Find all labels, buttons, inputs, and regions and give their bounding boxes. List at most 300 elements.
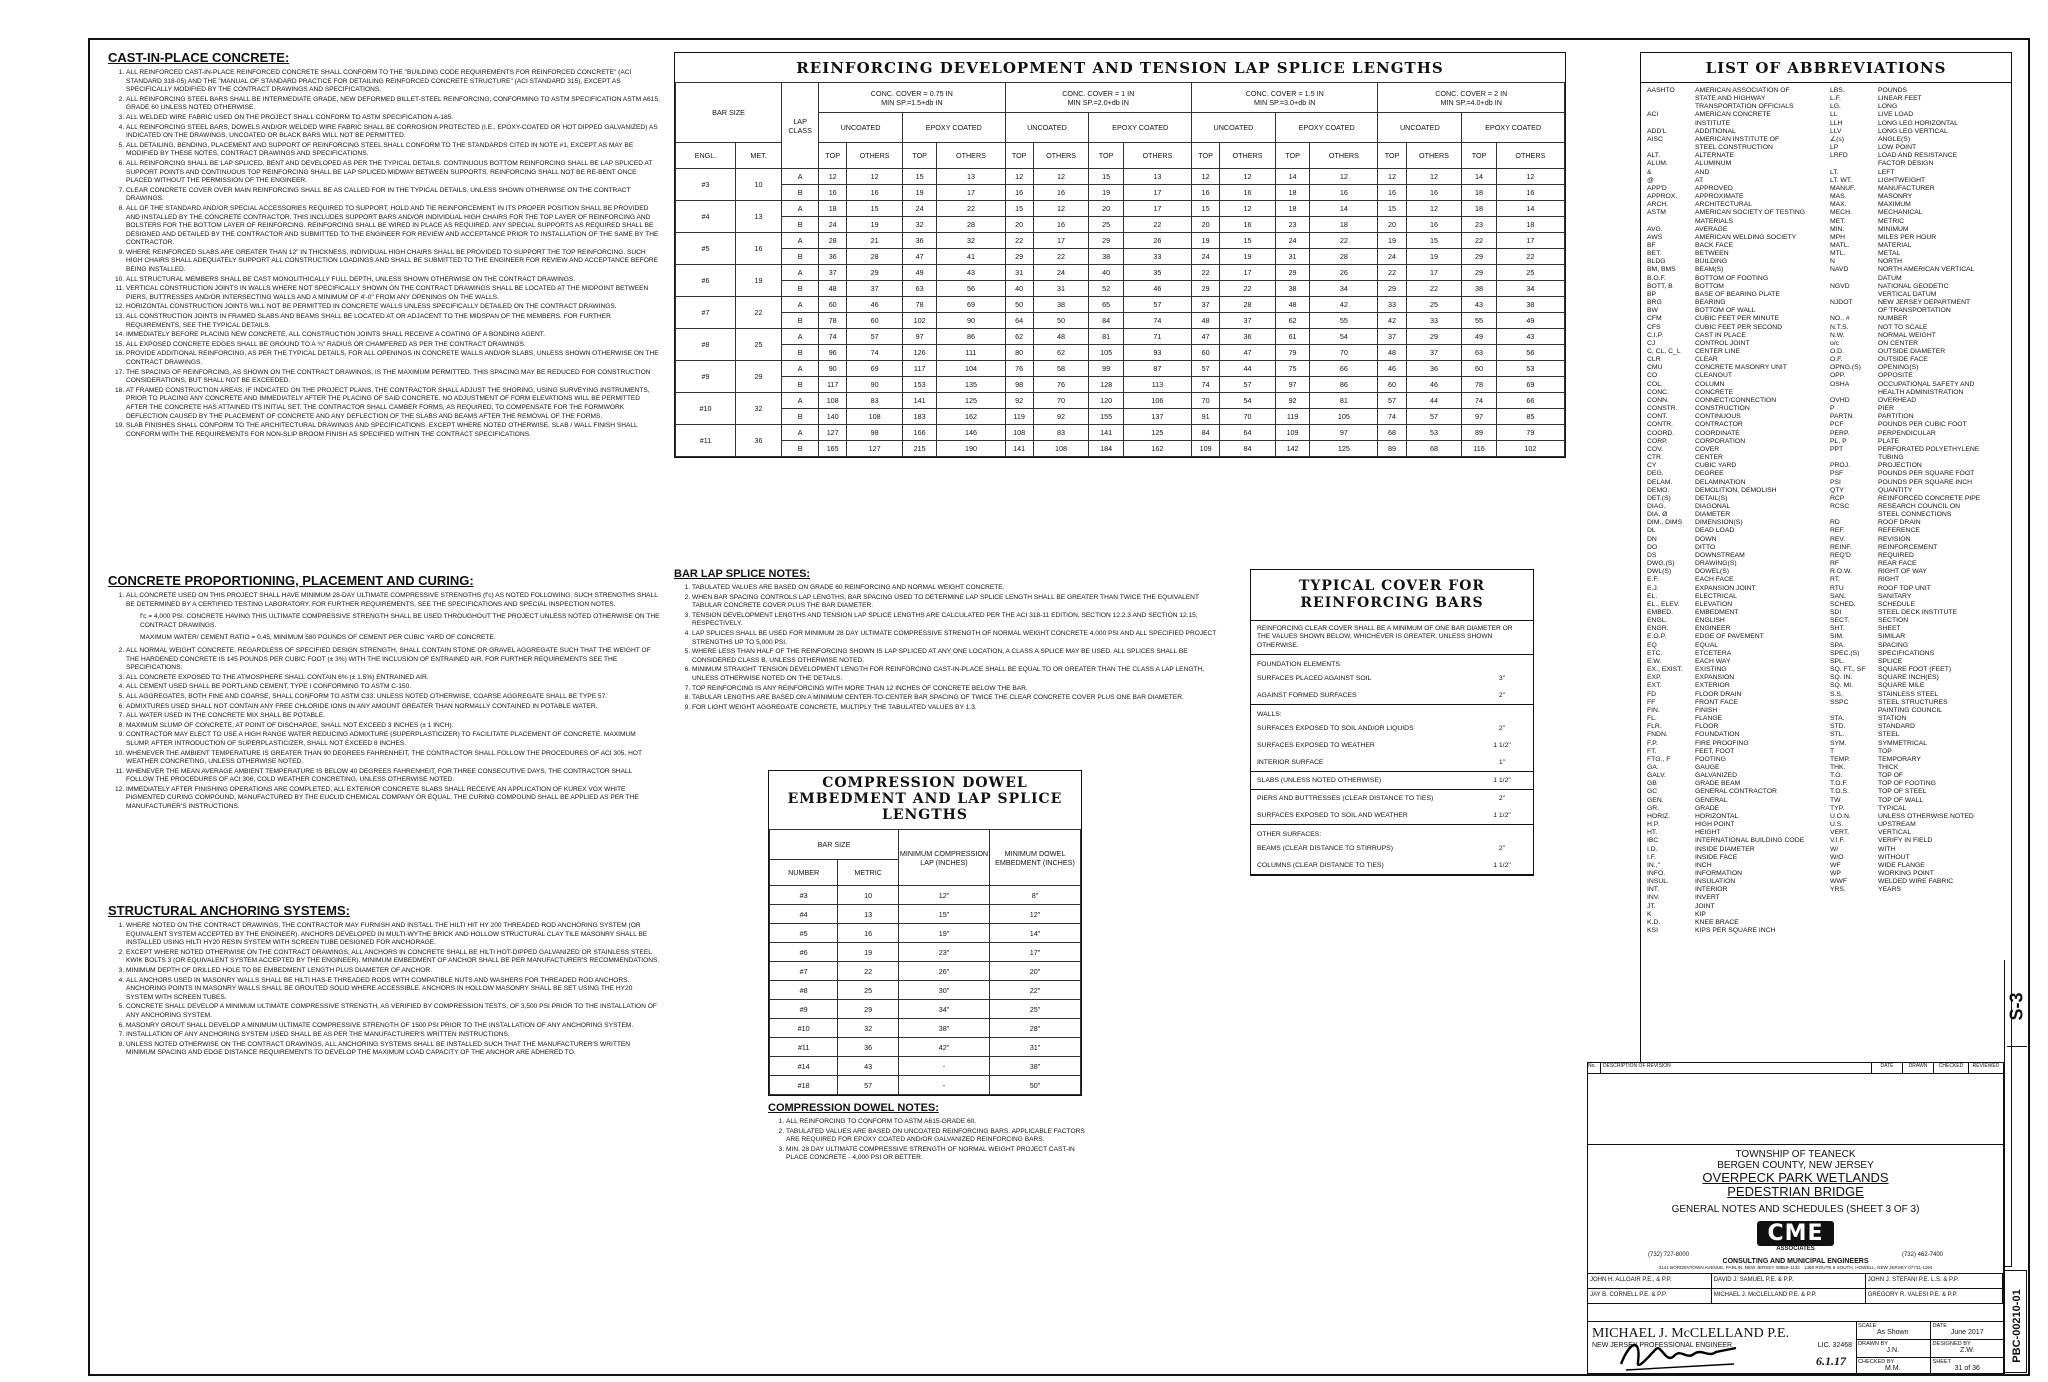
table-cell: ENGL. [676, 143, 736, 169]
table-cell: 31 [1275, 249, 1309, 265]
abbreviation-meaning: STAINLESS STEEL [1877, 690, 1939, 698]
table-cell: 15 [1005, 201, 1033, 217]
abbreviation-meaning: DEGREE [1695, 470, 1724, 478]
prop-wc-note: MAXIMUM WATER/ CEMENT RATIO = 0.45, MINIMUM 580 POUNDS OF CEMENT PER CUBIC YARD OF CONCRETE. [140, 634, 496, 642]
abbreviation-meaning: TOP OF [1877, 772, 1904, 780]
table-cell: 70 [1310, 345, 1378, 361]
table-cell: 17 [1033, 233, 1089, 249]
abbreviation-row [1647, 552, 1824, 560]
abbreviation-meaning: SHEET [1877, 625, 1901, 633]
cover-table-title: TYPICAL COVER FOR REINFORCING BARS [1251, 570, 1533, 621]
table-cell: 75 [1275, 361, 1309, 377]
table-cell: 84 [1192, 425, 1220, 441]
abbreviation-key: & [1647, 168, 1652, 176]
abbreviation-key: REV. [1829, 535, 1846, 543]
abbreviation-meaning: AMERICAN INSTITUTE OF [1695, 135, 1780, 143]
abbreviation-row [1647, 413, 1824, 421]
note-item: 1. ALL REINFORCING TO CONFORM TO ASTM A615-GRADE 60. [786, 1118, 1098, 1127]
abbreviation-meaning: NOT TO SCALE [1877, 323, 1928, 331]
table-cell: #9 [676, 361, 736, 393]
table-cell: #10 [770, 1019, 838, 1038]
table-cell: AGAINST FORMED SURFACES [1251, 687, 1471, 705]
table-cell: 14 [1275, 169, 1309, 185]
project-info [1588, 1145, 2003, 1215]
table-cell: 18 [1462, 201, 1496, 217]
table-cell: SURFACES EXPOSED TO SOIL AND WEATHER [1251, 807, 1471, 825]
abbreviation-meaning: SPACING [1877, 641, 1909, 649]
abbreviation-row [1647, 193, 1824, 201]
table-cell: 97 [1275, 377, 1309, 393]
note-item: 1. WHERE NOTED ON THE CONTRACT DRAWINGS, THE CONTRACTOR MAY FURNISH AND INSTALL THE HILTI HIT HY 200 THREADED ROD ANCHORING SYSTEM (OR EQUIVALENT SYSTEM ACCEPTED BY THE ENGINEER). ANCHORS DEVELOPED IN MULTI-WYTHE BRICK AND HOLLOW STRUCTURAL CLAY TILE MASONRY SHALL BE INSTALLED USING HILTI HY20 RESIN SYSTEM WITH SCREEN TUBE DESIGNED FOR ANCHORAGE. [126, 922, 660, 948]
abbreviation-key: V.I.F. [1829, 837, 1845, 845]
table-cell: 32 [838, 1019, 899, 1038]
abbreviation-key: F.P. [1647, 739, 1658, 747]
abbreviation-row [1830, 682, 2005, 690]
abbreviation-row [1647, 886, 1824, 894]
abbreviation-row [1647, 682, 1824, 690]
abbreviation-row [1647, 397, 1824, 405]
abbreviation-meaning: DIAMETER [1695, 511, 1731, 519]
table-cell: 43 [1496, 329, 1564, 345]
abbreviation-row [1830, 193, 2005, 201]
township: TOWNSHIP OF TEANECK [1735, 1149, 1856, 1160]
firm-assoc: ASSOCIATES [1776, 1246, 1815, 1252]
table-cell: 105 [1089, 345, 1123, 361]
abbreviation-row [1830, 666, 2005, 674]
abbreviation-key: FNDN. [1647, 731, 1668, 739]
abbreviation-row [1830, 413, 2005, 421]
abbreviation-key: SDI [1829, 609, 1842, 616]
abbreviation-meaning: OPENING(S) [1877, 364, 1919, 372]
abbreviation-key: JT. [1647, 902, 1656, 910]
note-item: 4. LAP SPLICES SHALL BE USED FOR MINIMUM 28 DAY ULTIMATE COMPRESSIVE STRENGTH OF NORMAL WEIGHT CONCRETE 4,000 PSI AND ALL SPECIFIED PROJECT STRENGTHS UP TO 5,000 PSI. [692, 630, 1226, 647]
abbreviation-meaning: FLOOR DRAIN [1695, 690, 1742, 698]
abbreviation-key: RF [1829, 560, 1840, 568]
abbreviation-key: INV. [1647, 894, 1660, 902]
table-cell: A [782, 425, 819, 441]
abbrev-column-1 [1647, 87, 1824, 935]
table-row [770, 1019, 1081, 1038]
table-cell: 128 [1089, 377, 1123, 393]
firm-tagline: CONSULTING AND MUNICIPAL ENGINEERS [1722, 1258, 1869, 1265]
abbreviation-row [1830, 560, 2005, 568]
table-cell: EPOXY COATED [902, 113, 1005, 143]
abbreviation-key: OVHD [1829, 396, 1850, 404]
table-cell: 97 [902, 329, 936, 345]
abbreviation-key [1647, 144, 1695, 152]
abbreviation-key: O.D. [1829, 348, 1844, 355]
note-item: 1. ALL REINFORCED CAST-IN-PLACE REINFORCED CONCRETE SHALL CONFORM TO THE "BUILDING CODE REQUIREMENTS FOR REINFORCED CONCRETE" (ACI STANDARD 318-05) AND THE "MANUAL OF STANDARD PRACTICE FOR DETAILING REINFORCED CONCRETE STRUCTURE" (ACI STANDARD 315), EXCEPT AS SPECIFICALLY MODIFIED BY THE CONTRACT DRAWINGS AND SPECIFICATIONS. [126, 69, 660, 95]
abbreviation-meaning: EXPANSION [1695, 674, 1735, 682]
abbreviation-meaning: HORIZONTAL [1695, 812, 1739, 820]
table-cell: 36 [1220, 329, 1276, 345]
abbreviation-key: PSF [1829, 470, 1844, 478]
table-cell: 80 [1005, 345, 1033, 361]
abbreviation-meaning: ELEVATION [1695, 600, 1733, 608]
abbreviation-meaning: DIMENSION(S) [1695, 519, 1743, 527]
note-item: 13. ALL CONSTRUCTION JOINTS IN FRAMED SLABS AND BEAMS SHALL BE LOCATED AT OR ADJACENT TO THE MIDSPAN OF THE MEMBERS. FOR FURTHER REQUIREMENTS, SEE THE TYPICAL DETAILS. [126, 313, 660, 330]
note-item: 5. CONCRETE SHALL DEVELOP A MINIMUM ULTIMATE COMPRESSIVE STRENGTH, AS VERIFIED BY COMPRESSION TESTS, OF 3,500 PSI PRIOR TO THE INSTALLATION OF ANY ANCHORING SYSTEM. [126, 1003, 660, 1020]
abbreviation-key: RD [1829, 519, 1840, 527]
abbreviation-row [1647, 797, 1824, 805]
table-cell: METRIC [838, 860, 899, 886]
table-cell: MIN SP.=1.5+db IN [881, 97, 943, 107]
table-row [676, 345, 1565, 361]
table-cell: 13 [1123, 169, 1191, 185]
abbreviation-key [1830, 454, 1878, 462]
abbreviation-meaning: APPROXIMATE [1695, 193, 1744, 201]
table-cell: 97 [1310, 425, 1378, 441]
abbreviation-key: WWF [1829, 878, 1847, 886]
abbreviation-row [1647, 364, 1824, 372]
abbreviation-meaning: OVERHEAD [1877, 396, 1917, 404]
note-item: 8. UNLESS NOTED OTHERWISE ON THE CONTRACT DRAWINGS, ALL ANCHORING SYSTEMS SHALL BE INSTALLED SUCH THAT THE MANUFACTURER'S WRITTEN MINIMUM SPACING AND EDGE DISTANCE REQUIREMENTS TO DEVELOP THE MAXIMUM LOAD CAPACITY OF THE ANCHOR ARE ADHERED TO. [126, 1041, 660, 1058]
table-cell: 29 [1462, 249, 1496, 265]
table-cell: 37 [1378, 329, 1406, 345]
abbreviation-row [1647, 144, 1824, 152]
table-cell: 12 [1496, 169, 1564, 185]
abbreviation-meaning: INTERIOR [1695, 886, 1728, 894]
abbreviation-meaning: STATION [1877, 715, 1907, 723]
abbreviation-row [1647, 593, 1824, 601]
abbreviation-key: NO., # [1829, 315, 1850, 323]
note-item: 7. TOP REINFORCING IS ANY REINFORCING WITH MORE THAN 12 INCHES OF CONCRETE BELOW THE BAR. [692, 685, 1226, 694]
table-cell: 25 [838, 981, 899, 1000]
table-cell: 22 [1192, 265, 1220, 281]
abbreviations-title: LIST OF ABBREVIATIONS [1641, 53, 2011, 83]
abbreviation-row [1830, 258, 2005, 266]
abbreviation-key: FL. [1647, 715, 1657, 723]
table-row [676, 249, 1565, 265]
abbreviation-meaning: FLOOR [1695, 723, 1719, 731]
table-cell: 108 [1005, 425, 1033, 441]
table-cell: 46 [1406, 377, 1462, 393]
abbreviation-row [1647, 805, 1824, 813]
table-cell: 92 [1033, 409, 1089, 425]
table-cell: 18 [1462, 185, 1496, 201]
table-row [676, 361, 1565, 377]
abbreviation-meaning: PROJECTION [1877, 462, 1922, 470]
table-cell: 16 [1406, 185, 1462, 201]
abbreviation-meaning: CENTER [1695, 454, 1723, 462]
table-cell: TOP [1005, 143, 1033, 169]
abbreviation-key: FIN. [1647, 706, 1660, 714]
table-cell: 57 [1220, 377, 1276, 393]
table-cell: 68 [1406, 441, 1462, 457]
note-item: 7. ALL WATER USED IN THE CONCRETE MIX SHALL BE POTABLE. [126, 712, 660, 721]
table-cell: 55 [1462, 313, 1496, 329]
abbreviation-meaning: FOOTING [1695, 755, 1726, 763]
abbreviation-key: GEN. [1647, 796, 1664, 804]
table-cell: 98 [847, 425, 903, 441]
table-row [1251, 720, 1533, 737]
abbreviation-key: THK. [1829, 763, 1846, 771]
table-cell: 19 [1378, 233, 1406, 249]
abbreviation-meaning: TYPICAL [1877, 804, 1907, 812]
abbreviation-meaning: CORPORATION [1695, 437, 1746, 445]
note-item: 5. ALL DETAILING, BENDING, PLACEMENT AND SUPPORT OF REINFORCING STEEL SHALL CONFORM TO THE STANDARDS CITED IN NOTE #1, EXCEPT AS MAY BE MODIFIED BY THESE NOTES, CONTRACT DRAWINGS AND SPECIFICATIONS. [126, 142, 660, 159]
table-cell: #8 [770, 981, 838, 1000]
abbreviation-row [1647, 878, 1824, 886]
table-cell: 29 [1275, 265, 1309, 281]
table-cell: 49 [1496, 313, 1564, 329]
abbreviation-row [1647, 740, 1824, 748]
table-row [676, 169, 1565, 185]
table-cell: 71 [1123, 329, 1191, 345]
table-cell: 74 [1378, 409, 1406, 425]
abbreviation-row [1647, 674, 1824, 682]
table-cell: 81 [1089, 329, 1123, 345]
abbreviation-key: APP'D [1647, 184, 1667, 192]
table-cell: #3 [770, 886, 838, 905]
abbreviation-row [1647, 560, 1824, 568]
abbreviation-meaning: PAINTING COUNCIL [1877, 706, 1943, 714]
abbreviation-key: FTG., F [1647, 755, 1671, 763]
table-cell: 16 [1005, 185, 1033, 201]
county: BERGEN COUNTY, NEW JERSEY [1717, 1160, 1874, 1171]
table-row [770, 905, 1081, 924]
abbreviation-meaning: AMERICAN CONCRETE [1695, 111, 1771, 119]
table-row [676, 265, 1565, 281]
abbreviation-row [1830, 356, 2005, 364]
note-item: 3. ALL WELDED WIRE FABRIC USED ON THE PROJECT SHALL CONFORM TO ASTM SPECIFICATION A-185. [126, 114, 660, 123]
table-cell: #7 [676, 297, 736, 329]
abbreviation-meaning: MATERIALS [1695, 217, 1734, 225]
abbreviation-key: RCP [1829, 494, 1845, 502]
table-row [770, 886, 1081, 905]
table-cell: 90 [937, 313, 1005, 329]
table-cell: 22 [1462, 233, 1496, 249]
table-cell: 42 [1310, 297, 1378, 313]
table-cell: 38" [990, 1057, 1081, 1076]
table-cell: 16 [1496, 185, 1564, 201]
table-cell: 44 [1406, 393, 1462, 409]
license-number: LIC. 32468 [1817, 1342, 1852, 1349]
abbreviation-key: T.O. [1829, 772, 1843, 780]
table-cell: #4 [770, 905, 838, 924]
table-cell: 38 [1275, 281, 1309, 297]
table-cell: 8" [990, 886, 1081, 905]
table-cell: 104 [937, 361, 1005, 377]
abbreviation-key: AASHTO [1647, 87, 1675, 94]
table-cell: #18 [770, 1076, 838, 1095]
abbreviation-meaning: EACH WAY [1695, 657, 1731, 665]
abbreviation-key: GR. [1647, 804, 1660, 812]
abbreviation-row [1830, 788, 2005, 796]
abbreviation-row [1830, 169, 2005, 177]
table-cell: MINIMUM COMPRESSION LAP (INCHES) [899, 830, 990, 886]
table-cell: - [899, 1057, 990, 1076]
table-cell: 56 [1496, 345, 1564, 361]
note-item: 2. EXCEPT WHERE NOTED OTHERWISE ON THE CONTRACT DRAWINGS, ALL ANCHORS IN CONCRETE SHALL BE HILTI HOT-DIPPED GALVANIZED OR STAINLESS STEEL KWIK BOLTS 3 (OR EQUIVALENT SYSTEM ACCEPTED BY THE ENGINEER). MINIMUM EMBEDMENT OF ANCHOR SHALL BE PER MANUFACTURER'S RECOMMENDATIONS. [126, 949, 660, 966]
abbreviation-key: COL. [1647, 380, 1663, 388]
table-cell: 19 [1406, 249, 1462, 265]
abbreviation-row [1647, 723, 1824, 731]
abbreviation-row [1830, 364, 2005, 372]
abbreviation-row [1647, 209, 1824, 217]
table-cell: 2" [1498, 725, 1506, 733]
abbreviation-row [1830, 381, 2005, 389]
table-cell: 120 [1089, 393, 1123, 409]
abbreviation-meaning: GAUGE [1695, 763, 1720, 771]
abbreviation-key: CMU [1647, 364, 1663, 372]
abbreviation-row [1830, 324, 2005, 332]
abbreviation-key: CJ [1647, 339, 1656, 347]
note-item: 4. ALL ANCHORS USED IN MASONRY WALLS SHALL BE HILTI HAS-E THREADED RODS WITH COMPATIBLE NUTS AND WASHERS FOR THREADED ROD ANCHORS. ANCHORING POINTS IN MASONRY WALLS SHALL BE GROUTED SOLID WHERE ACCESSIBLE. ANCHORS IN HOLLOW MASONRY SHALL BE SET USING THE HY20 SYSTEM WITH SCREEN TUBES. [126, 977, 660, 1003]
abbreviation-meaning: UNLESS OTHERWISE NOTED [1877, 812, 1974, 820]
table-cell: 102 [902, 313, 936, 329]
abbreviation-row [1647, 372, 1824, 380]
abbreviation-row [1647, 894, 1824, 902]
abbreviation-row [1647, 315, 1824, 323]
abbreviation-meaning: REQUIRED [1877, 551, 1914, 559]
abbreviation-row [1647, 780, 1824, 788]
abbreviation-row [1830, 601, 2005, 609]
abbreviation-row [1830, 226, 2005, 234]
abbreviation-key: MECH. [1829, 209, 1852, 217]
abbreviation-meaning: OPPOSITE [1877, 372, 1913, 380]
abbreviation-meaning: VERTICAL DATUM [1877, 290, 1937, 298]
table-cell: 190 [937, 441, 1005, 457]
abbreviation-key: ALT. [1647, 152, 1661, 160]
table-cell: 24 [1192, 249, 1220, 265]
abbreviation-row [1830, 218, 2005, 226]
table-cell: 24 [1033, 265, 1089, 281]
abbreviation-meaning: CONCRETE MASONRY UNIT [1695, 364, 1787, 372]
abbreviation-row [1647, 536, 1824, 544]
abbreviation-meaning: CUBIC FEET PER MINUTE [1695, 315, 1780, 323]
abbreviation-row [1830, 152, 2005, 160]
table-cell [1005, 83, 1191, 113]
abbreviation-key: HORIZ. [1647, 812, 1671, 820]
abbreviation-meaning: BEARING [1695, 299, 1726, 307]
abbreviation-row [1647, 862, 1824, 870]
abbreviation-row [1830, 111, 2005, 119]
table-cell: 34" [899, 1000, 990, 1019]
project-number: PBC-00210-01 [2011, 1289, 2023, 1363]
abbreviation-row [1647, 911, 1824, 919]
abbreviation-meaning: CUBIC FEET PER SECOND [1695, 323, 1783, 331]
abbreviation-key: CONT. [1647, 413, 1668, 421]
table-cell: UNCOATED [1378, 113, 1462, 143]
abbreviation-row [1647, 625, 1824, 633]
abbreviation-key: SIM. [1829, 633, 1844, 641]
abbreviation-meaning: HIGH POINT [1695, 821, 1735, 829]
abbreviation-row [1647, 642, 1824, 650]
abbreviation-row [1647, 332, 1824, 340]
abbreviation-row [1647, 389, 1824, 397]
abbreviation-meaning: RESEARCH COUNCIL ON [1877, 502, 1961, 510]
table-cell: B [782, 217, 819, 233]
table-cell: 57 [838, 1076, 899, 1095]
table-cell: B [782, 249, 819, 265]
abbreviation-meaning: EACH FACE [1695, 576, 1734, 584]
table-cell: 13 [838, 905, 899, 924]
abbreviation-key: EL. [1647, 592, 1658, 600]
note-item: 1. TABULATED VALUES ARE BASED ON GRADE 60 REINFORCING AND NORMAL WEIGHT CONCRETE. [692, 584, 1226, 593]
abbreviation-meaning: AT [1695, 176, 1704, 184]
table-cell: 12" [899, 886, 990, 905]
table-cell: 16 [1378, 185, 1406, 201]
table-cell: 20 [1378, 217, 1406, 233]
abbreviation-key: GC [1647, 788, 1658, 796]
table-cell: BAR SIZE [676, 83, 782, 143]
abbreviation-key: DET.(S) [1647, 494, 1671, 502]
table-cell: 1 1/2" [1493, 742, 1511, 750]
table-cell: B [782, 281, 819, 297]
abbreviation-key: DEG. [1647, 470, 1664, 478]
abbreviation-row [1647, 658, 1824, 666]
table-cell: 85 [1496, 409, 1564, 425]
note-item: 3. MIN. 28 DAY ULTIMATE COMPRESSIVE STRENGTH OF NORMAL WEIGHT PROJECT CAST-IN PLACE CONCRETE - 4,000 PSI OR BETTER. [786, 1146, 1098, 1163]
table-cell: 96 [819, 345, 847, 361]
abbreviation-meaning: LONG LEG HORIZONTAL [1877, 119, 1958, 127]
abbreviation-meaning: PLATE [1877, 437, 1900, 445]
table-cell: FOUNDATION ELEMENTS: [1257, 661, 1342, 669]
abbreviation-meaning: OUTSIDE FACE [1877, 356, 1928, 364]
table-cell: BEAMS (CLEAR DISTANCE TO STIRRUPS) [1257, 845, 1393, 853]
table-row [1251, 737, 1533, 754]
table-cell: 74 [1192, 377, 1220, 393]
abbreviation-meaning: LOAD AND RESISTANCE [1877, 152, 1958, 160]
abbreviation-row [1647, 829, 1824, 837]
abbreviation-meaning: HEIGHT [1695, 829, 1721, 837]
table-cell: 113 [1123, 377, 1191, 393]
prop-note-1: 1. ALL CONCRETE USED ON THIS PROJECT SHALL HAVE MINIMUM 28-DAY ULTIMATE COMPRESSIVE STRENGTHS (f'c) AS NOTED FOLLOWING. SUCH STRENGTHS SHALL BE DETERMINED BY A CERTIFIED TESTING LABORATORY. FOR FURTHER REQUIREMENTS, SEE THE SPECIFICATIONS AND SPECIAL INSPECTION NOTES. [126, 592, 660, 609]
abbreviation-meaning: MASONRY [1877, 193, 1913, 201]
abbreviation-row [1830, 642, 2005, 650]
table-cell: 89 [1378, 441, 1406, 457]
abbreviation-meaning: SQUARE INCH(ES) [1877, 674, 1939, 682]
abbreviation-meaning: GALVANIZED [1695, 772, 1738, 780]
note-item: 5. ALL AGGREGATES, BOTH FINE AND COARSE, SHALL CONFORM TO ASTM C33. UNLESS NOTED OTHERWISE, COARSE AGGREGATE SHALL BE TYPE 57. [126, 693, 660, 702]
abbreviation-key: SECT. [1829, 617, 1850, 625]
table-cell: 22 [1033, 249, 1089, 265]
table-cell: UNCOATED [1192, 113, 1276, 143]
abbreviation-row [1830, 299, 2005, 307]
table-cell: 64 [1005, 313, 1033, 329]
table-row [1251, 772, 1533, 790]
abbreviation-row [1647, 837, 1824, 845]
abbreviation-meaning: NATIONAL GEODETIC [1877, 282, 1949, 290]
table-cell: 165 [819, 441, 847, 457]
table-cell: 90 [819, 361, 847, 377]
table-cell: 18 [1310, 217, 1378, 233]
table-cell: 32 [937, 233, 1005, 249]
abbreviation-key: EL., ELEV. [1647, 600, 1680, 608]
note-item: 9. FOR LIGHT WEIGHT AGGREGATE CONCRETE, MULTIPLY THE TABULATED VALUES BY 1.3. [692, 704, 1226, 713]
table-cell: #5 [676, 233, 736, 265]
table-cell: 36 [1406, 361, 1462, 377]
table-cell: 50 [1005, 297, 1033, 313]
table-cell: #9 [770, 1000, 838, 1019]
abbreviation-key: DL [1647, 527, 1656, 535]
abbreviation-key: PL, P [1829, 437, 1847, 445]
abbreviation-row [1647, 111, 1824, 119]
abbreviation-key: EX., EXIST. [1647, 666, 1683, 674]
abbreviation-row [1647, 609, 1824, 617]
abbreviation-key: NJDOT [1829, 299, 1853, 307]
abbreviation-row [1647, 503, 1824, 511]
table-cell: 1 1/2" [1471, 807, 1533, 825]
signer-name: MICHAEL J. McCLELLAND P.E. [1592, 1326, 1790, 1341]
abbreviation-key: SSPC [1829, 698, 1849, 706]
table-cell: 109 [1275, 425, 1309, 441]
signature-image [1616, 1334, 1746, 1374]
abbreviation-key [1647, 120, 1695, 128]
table-cell: 29 [847, 265, 903, 281]
abbreviation-meaning: DOWN [1695, 535, 1717, 543]
